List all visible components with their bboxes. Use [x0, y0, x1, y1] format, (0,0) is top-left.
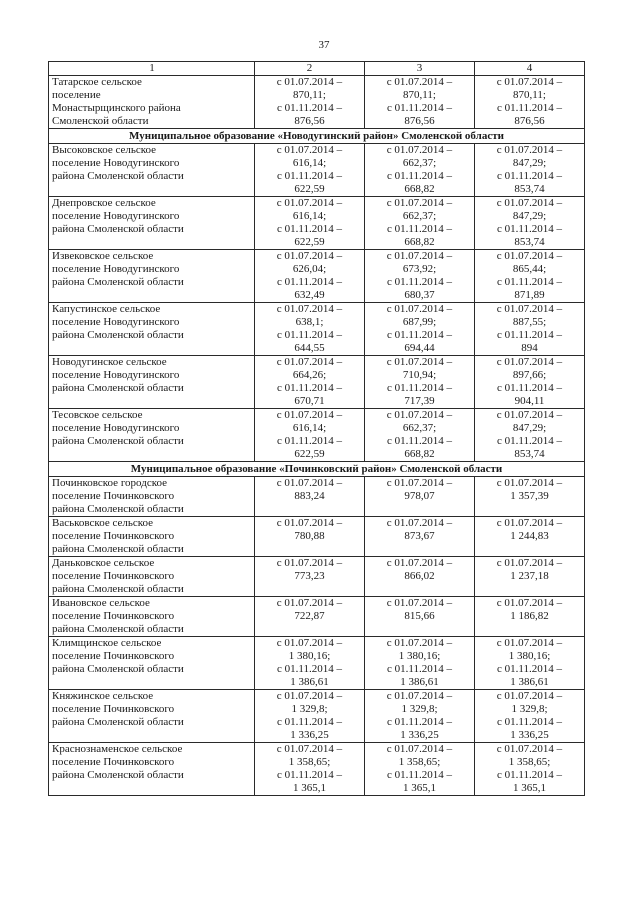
settlement-name-line: Краснознаменское сельское — [52, 743, 183, 755]
tariff-cell-col-2 — [255, 409, 365, 462]
tariff-cell-col-3 — [365, 197, 475, 250]
settlement-name-line: поселение Починковского — [52, 490, 175, 502]
page-number: 37 — [318, 39, 330, 51]
tariff-line: с 01.07.2014 – — [496, 250, 563, 262]
settlement-name-line: района Смоленской области — [52, 583, 184, 595]
tariff-line: 1 237,18 — [510, 570, 549, 582]
tariff-line: с 01.07.2014 – — [496, 597, 563, 609]
table-row — [49, 477, 585, 517]
tariff-cell-col-4 — [475, 197, 585, 250]
settlement-name-cell — [49, 197, 255, 250]
settlement-name-cell — [49, 409, 255, 462]
tariff-line: 894 — [521, 342, 538, 354]
tariff-line: с 01.11.2014 – — [497, 382, 562, 394]
tariff-line: с 01.07.2014 – — [276, 76, 343, 88]
settlement-name-cell — [49, 250, 255, 303]
tariff-line: с 01.11.2014 – — [277, 769, 342, 781]
tariff-cell-col-3 — [365, 597, 475, 637]
tariff-cell-col-4 — [475, 144, 585, 197]
tariff-cell-col-3 — [365, 690, 475, 743]
column-number-1: 1 — [49, 62, 255, 76]
settlement-name-line: района Смоленской области — [52, 382, 184, 394]
tariff-line: 1 329,8; — [511, 703, 548, 715]
tariff-line: 626,04; — [292, 263, 327, 275]
settlement-name-line: Васьковское сельское — [52, 517, 154, 529]
tariff-cell-col-2 — [255, 197, 365, 250]
settlement-name-line: района Смоленской области — [52, 170, 184, 182]
tariff-line: с 01.07.2014 – — [276, 743, 343, 755]
tariff-line: с 01.07.2014 – — [276, 477, 343, 489]
tariff-line: с 01.07.2014 – — [496, 356, 563, 368]
tariff-line: с 01.07.2014 – — [276, 303, 343, 315]
tariff-line: 710,94; — [402, 369, 437, 381]
tariff-cell-col-2 — [255, 517, 365, 557]
tariff-line: 847,29; — [512, 422, 547, 434]
tariff-line: 1 380,16; — [288, 650, 331, 662]
tariff-line: с 01.11.2014 – — [277, 716, 342, 728]
column-number-2: 2 — [255, 62, 365, 76]
tariff-line: с 01.07.2014 – — [386, 477, 453, 489]
tariff-line: с 01.07.2014 – — [276, 517, 343, 529]
settlement-name-line: района Смоленской области — [52, 435, 184, 447]
tariff-cell-col-2 — [255, 597, 365, 637]
tariff-cell-col-3 — [365, 144, 475, 197]
tariff-line: с 01.11.2014 – — [497, 329, 562, 341]
settlement-name-cell — [49, 637, 255, 690]
tariff-table — [48, 61, 585, 796]
settlement-name-line: Тесовское сельское — [52, 409, 143, 421]
tariff-cell-col-4 — [475, 743, 585, 796]
tariff-cell-col-4 — [475, 690, 585, 743]
tariff-line: с 01.07.2014 – — [496, 197, 563, 209]
tariff-line: с 01.07.2014 – — [496, 303, 563, 315]
settlement-name-line: Климщинское сельское — [52, 637, 162, 649]
settlement-name-line: поселение Новодугинского — [52, 316, 180, 328]
tariff-cell-col-2 — [255, 250, 365, 303]
table-body — [49, 62, 585, 796]
tariff-line: с 01.11.2014 – — [387, 435, 452, 447]
tariff-line: 662,37; — [402, 422, 437, 434]
tariff-line: 904,11 — [514, 395, 545, 407]
tariff-cell-col-4 — [475, 409, 585, 462]
tariff-cell-col-3 — [365, 637, 475, 690]
tariff-line: с 01.11.2014 – — [277, 435, 342, 447]
settlement-name-line: Починковское городское — [52, 477, 168, 489]
settlement-name-line: Татарское сельское — [52, 76, 142, 88]
settlement-name-line: района Смоленской области — [52, 663, 184, 675]
tariff-line: 1 336,25 — [400, 729, 439, 741]
settlement-name-cell — [49, 144, 255, 197]
table-row — [49, 76, 585, 129]
tariff-line: с 01.11.2014 – — [497, 276, 562, 288]
tariff-line: с 01.07.2014 – — [496, 557, 563, 569]
settlement-name-line: Капустинское сельское — [52, 303, 161, 315]
tariff-line: с 01.11.2014 – — [387, 663, 452, 675]
tariff-line: 1 386,61 — [400, 676, 439, 688]
tariff-line: с 01.07.2014 – — [386, 197, 453, 209]
table-row — [49, 637, 585, 690]
settlement-name-line: района Смоленской области — [52, 716, 184, 728]
tariff-line: 1 336,25 — [290, 729, 329, 741]
settlement-name-line: Высоковское сельское — [52, 144, 157, 156]
tariff-line: 644,55 — [294, 342, 325, 354]
settlement-name-line: района Смоленской области — [52, 503, 184, 515]
tariff-line: 873,67 — [404, 530, 435, 542]
tariff-cell-col-4 — [475, 557, 585, 597]
settlement-name-line: Извековское сельское — [52, 250, 154, 262]
tariff-line: 871,89 — [514, 289, 545, 301]
tariff-line: с 01.11.2014 – — [277, 329, 342, 341]
tariff-cell-col-4 — [475, 637, 585, 690]
tariff-cell-col-2 — [255, 76, 365, 129]
settlement-name-line: поселение Починковского — [52, 530, 175, 542]
tariff-line: 847,29; — [512, 210, 547, 222]
tariff-line: с 01.11.2014 – — [387, 769, 452, 781]
tariff-cell-col-3 — [365, 356, 475, 409]
settlement-name-line: района Смоленской области — [52, 329, 184, 341]
tariff-line: 632,49 — [294, 289, 325, 301]
settlement-name-line: поселение Починковского — [52, 650, 175, 662]
tariff-line: с 01.07.2014 – — [276, 197, 343, 209]
tariff-line: 668,82 — [404, 236, 435, 248]
tariff-cell-col-3 — [365, 477, 475, 517]
settlement-name-line: района Смоленской области — [52, 543, 184, 555]
tariff-line: с 01.11.2014 – — [497, 170, 562, 182]
settlement-name-cell — [49, 743, 255, 796]
tariff-cell-col-2 — [255, 690, 365, 743]
settlement-name-cell — [49, 303, 255, 356]
section-title: Муниципальное образование «Починковский район» Смоленской области — [49, 462, 585, 477]
settlement-name-line: Смоленской области — [52, 115, 149, 127]
tariff-line: 897,66; — [512, 369, 547, 381]
tariff-line: 622,59 — [294, 183, 325, 195]
tariff-line: 853,74 — [514, 448, 545, 460]
tariff-line: 978,07 — [404, 490, 435, 502]
tariff-line: 1 380,16; — [508, 650, 551, 662]
tariff-cell-col-4 — [475, 303, 585, 356]
tariff-line: 622,59 — [294, 448, 325, 460]
settlement-name-line: поселение Новодугинского — [52, 422, 180, 434]
table-row — [49, 557, 585, 597]
tariff-cell-col-3 — [365, 743, 475, 796]
tariff-line: с 01.11.2014 – — [497, 435, 562, 447]
settlement-name-line: поселение Новодугинского — [52, 210, 180, 222]
tariff-line: 887,55; — [512, 316, 547, 328]
settlement-name-line: Даньковское сельское — [52, 557, 155, 569]
table-row — [49, 690, 585, 743]
tariff-line: 870,11; — [403, 89, 436, 101]
tariff-line: 638,1; — [295, 316, 324, 328]
tariff-line: 1 358,65; — [508, 756, 551, 768]
tariff-line: с 01.07.2014 – — [496, 690, 563, 702]
tariff-line: 866,02 — [404, 570, 435, 582]
tariff-line: 722,87 — [294, 610, 325, 622]
settlement-name-line: района Смоленской области — [52, 276, 184, 288]
settlement-name-line: Монастырщинского района — [52, 102, 181, 114]
tariff-line: 1 380,16; — [398, 650, 441, 662]
tariff-line: 883,24 — [294, 490, 325, 502]
tariff-line: 847,29; — [512, 157, 547, 169]
table-row — [49, 743, 585, 796]
tariff-cell-col-4 — [475, 250, 585, 303]
tariff-line: с 01.07.2014 – — [276, 144, 343, 156]
tariff-line: с 01.07.2014 – — [276, 557, 343, 569]
tariff-cell-col-3 — [365, 557, 475, 597]
tariff-line: с 01.07.2014 – — [386, 597, 453, 609]
tariff-line: с 01.07.2014 – — [386, 76, 453, 88]
column-number-3: 3 — [365, 62, 475, 76]
tariff-line: 1 365,1 — [403, 782, 436, 794]
tariff-line: с 01.07.2014 – — [386, 690, 453, 702]
tariff-line: с 01.07.2014 – — [276, 690, 343, 702]
settlement-name-line: Ивановское сельское — [52, 597, 150, 609]
settlement-name-cell — [49, 356, 255, 409]
tariff-line: с 01.11.2014 – — [277, 170, 342, 182]
tariff-line: с 01.07.2014 – — [386, 743, 453, 755]
tariff-line: с 01.11.2014 – — [497, 663, 562, 675]
tariff-line: с 01.07.2014 – — [386, 557, 453, 569]
tariff-cell-col-2 — [255, 356, 365, 409]
settlement-name-line: поселение Новодугинского — [52, 263, 180, 275]
tariff-line: с 01.11.2014 – — [387, 102, 452, 114]
settlement-name-line: района Смоленской области — [52, 769, 184, 781]
tariff-line: 1 186,82 — [510, 610, 549, 622]
table-row — [49, 303, 585, 356]
tariff-line: с 01.07.2014 – — [496, 144, 563, 156]
settlement-name-line: поселение Починковского — [52, 610, 175, 622]
tariff-line: с 01.07.2014 – — [386, 356, 453, 368]
tariff-cell-col-3 — [365, 76, 475, 129]
tariff-line: 853,74 — [514, 236, 545, 248]
tariff-line: 1 386,61 — [510, 676, 549, 688]
tariff-line: 680,37 — [404, 289, 435, 301]
tariff-line: с 01.07.2014 – — [386, 517, 453, 529]
column-number-4: 4 — [475, 62, 585, 76]
tariff-line: с 01.11.2014 – — [387, 170, 452, 182]
tariff-line: с 01.07.2014 – — [496, 517, 563, 529]
settlement-name-line: поселение Починковского — [52, 703, 175, 715]
tariff-line: с 01.11.2014 – — [497, 102, 562, 114]
tariff-line: с 01.07.2014 – — [496, 477, 563, 489]
tariff-line: с 01.07.2014 – — [496, 76, 563, 88]
tariff-line: 662,37; — [402, 210, 437, 222]
tariff-line: 717,39 — [404, 395, 435, 407]
tariff-line: 668,82 — [404, 448, 435, 460]
tariff-line: 853,74 — [514, 183, 545, 195]
tariff-line: 865,44; — [512, 263, 547, 275]
tariff-cell-col-3 — [365, 409, 475, 462]
tariff-cell-col-2 — [255, 557, 365, 597]
tariff-line: 1 358,65; — [398, 756, 441, 768]
table-row — [49, 597, 585, 637]
tariff-cell-col-4 — [475, 597, 585, 637]
tariff-line: с 01.07.2014 – — [496, 409, 563, 421]
settlement-name-line: Новодугинское сельское — [52, 356, 167, 368]
section-title: Муниципальное образование «Новодугинский район» Смоленской области — [49, 129, 585, 144]
tariff-line: с 01.07.2014 – — [276, 356, 343, 368]
settlement-name-line: поселение Новодугинского — [52, 369, 180, 381]
tariff-line: с 01.11.2014 – — [497, 223, 562, 235]
tariff-line: 1 358,65; — [288, 756, 331, 768]
table-row — [49, 356, 585, 409]
tariff-cell-col-3 — [365, 250, 475, 303]
tariff-cell-col-2 — [255, 637, 365, 690]
settlement-name-line: поселение Новодугинского — [52, 157, 180, 169]
tariff-line: с 01.11.2014 – — [277, 663, 342, 675]
tariff-line: 1 357,39 — [510, 490, 549, 502]
settlement-name-cell — [49, 690, 255, 743]
settlement-name-line: поселение — [52, 89, 101, 101]
tariff-line: с 01.07.2014 – — [386, 250, 453, 262]
tariff-line: с 01.11.2014 – — [277, 223, 342, 235]
table-row — [49, 250, 585, 303]
tariff-cell-col-2 — [255, 743, 365, 796]
tariff-line: с 01.11.2014 – — [387, 716, 452, 728]
tariff-line: 694,44 — [404, 342, 435, 354]
tariff-line: с 01.07.2014 – — [276, 409, 343, 421]
tariff-line: с 01.11.2014 – — [277, 276, 342, 288]
table-row — [49, 409, 585, 462]
tariff-cell-col-3 — [365, 303, 475, 356]
tariff-line: 662,37; — [402, 157, 437, 169]
tariff-line: 1 386,61 — [290, 676, 329, 688]
tariff-cell-col-3 — [365, 517, 475, 557]
column-number-header — [49, 62, 585, 76]
tariff-cell-col-4 — [475, 477, 585, 517]
tariff-line: с 01.11.2014 – — [387, 276, 452, 288]
tariff-line: 780,88 — [294, 530, 325, 542]
tariff-line: с 01.11.2014 – — [387, 223, 452, 235]
tariff-line: с 01.07.2014 – — [386, 303, 453, 315]
settlement-name-cell — [49, 597, 255, 637]
tariff-line: 1 329,8; — [401, 703, 438, 715]
tariff-line: 673,92; — [402, 263, 437, 275]
tariff-line: с 01.11.2014 – — [497, 769, 562, 781]
tariff-line: 876,56 — [294, 115, 325, 127]
settlement-name-line: района Смоленской области — [52, 623, 184, 635]
settlement-name-cell — [49, 76, 255, 129]
tariff-line: 616,14; — [292, 422, 327, 434]
tariff-line: 1 365,1 — [293, 782, 326, 794]
table-row — [49, 197, 585, 250]
tariff-line: 687,99; — [402, 316, 437, 328]
tariff-cell-col-4 — [475, 356, 585, 409]
tariff-line: 670,71 — [294, 395, 325, 407]
tariff-line: 616,14; — [292, 210, 327, 222]
tariff-line: 664,26; — [292, 369, 327, 381]
settlement-name-cell — [49, 557, 255, 597]
tariff-line: с 01.11.2014 – — [497, 716, 562, 728]
tariff-cell-col-4 — [475, 517, 585, 557]
tariff-line: 1 244,83 — [510, 530, 549, 542]
tariff-cell-col-2 — [255, 144, 365, 197]
tariff-line: 668,82 — [404, 183, 435, 195]
tariff-line: 870,11; — [513, 89, 546, 101]
settlement-name-cell — [49, 517, 255, 557]
settlement-name-line: Княжинское сельское — [52, 690, 154, 702]
tariff-cell-col-2 — [255, 477, 365, 517]
tariff-line: с 01.07.2014 – — [386, 637, 453, 649]
tariff-line: 876,56 — [514, 115, 545, 127]
settlement-name-line: района Смоленской области — [52, 223, 184, 235]
settlement-name-line: поселение Починковского — [52, 756, 175, 768]
tariff-line: с 01.11.2014 – — [387, 382, 452, 394]
settlement-name-line: поселение Починковского — [52, 570, 175, 582]
tariff-line: 1 336,25 — [510, 729, 549, 741]
tariff-cell-col-4 — [475, 76, 585, 129]
tariff-line: с 01.07.2014 – — [386, 409, 453, 421]
tariff-line: 773,23 — [294, 570, 325, 582]
tariff-line: с 01.11.2014 – — [277, 382, 342, 394]
tariff-line: с 01.11.2014 – — [387, 329, 452, 341]
tariff-line: с 01.07.2014 – — [276, 250, 343, 262]
tariff-line: с 01.07.2014 – — [386, 144, 453, 156]
settlement-name-line: Днепровское сельское — [52, 197, 156, 209]
table-row — [49, 517, 585, 557]
table-row — [49, 144, 585, 197]
tariff-line: 616,14; — [292, 157, 327, 169]
tariff-line: 1 365,1 — [513, 782, 546, 794]
tariff-line: 622,59 — [294, 236, 325, 248]
settlement-name-cell — [49, 477, 255, 517]
tariff-cell-col-2 — [255, 303, 365, 356]
tariff-line: с 01.07.2014 – — [496, 637, 563, 649]
tariff-line: 876,56 — [404, 115, 435, 127]
tariff-line: с 01.07.2014 – — [276, 597, 343, 609]
tariff-line: с 01.07.2014 – — [496, 743, 563, 755]
tariff-line: с 01.11.2014 – — [277, 102, 342, 114]
section-header-row — [49, 462, 585, 477]
tariff-line: с 01.07.2014 – — [276, 637, 343, 649]
tariff-line: 1 329,8; — [291, 703, 328, 715]
tariff-line: 815,66 — [404, 610, 435, 622]
section-header-row — [49, 129, 585, 144]
tariff-line: 870,11; — [293, 89, 326, 101]
